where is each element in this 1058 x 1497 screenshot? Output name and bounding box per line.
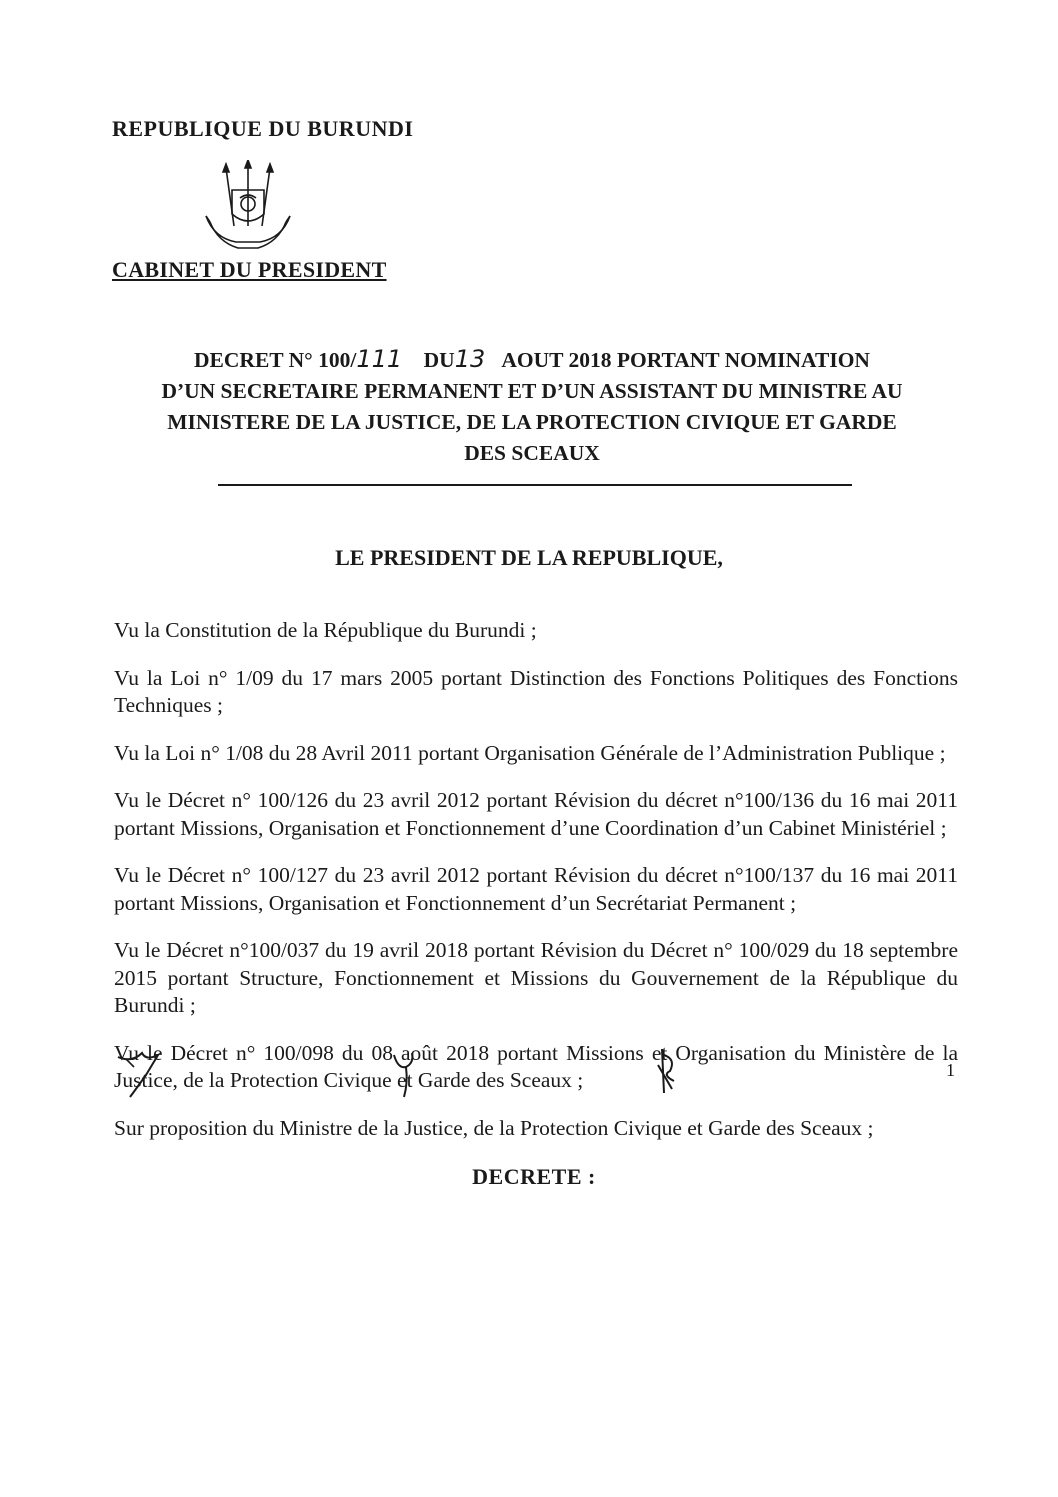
decree-du: DU	[423, 348, 455, 372]
issuer-heading: LE PRESIDENT DE LA REPUBLIQUE,	[335, 545, 723, 570]
decrete-heading: DECRETE :	[472, 1164, 596, 1189]
office-heading: CABINET DU PRESIDENT	[112, 257, 387, 282]
handwritten-initial-mark	[112, 1045, 172, 1101]
decree-title-line-1	[108, 344, 956, 376]
decree-title	[108, 344, 956, 469]
considerant-item: Sur proposition du Ministre de la Justice, de la Protection Civique et Garde des Sceaux ;	[114, 1115, 874, 1140]
decree-number-handwritten: 111	[356, 345, 403, 373]
considerant-item: Vu le Décret n°100/037 du 19 avril 2018 portant Révision du Décret n° 100/029 du 18 septembre 2015 portant Structure, Fonctionnement et Missions du Gouvernement de la République du Burundi ;	[114, 938, 958, 1017]
handwritten-initial-mark	[386, 1045, 426, 1101]
decree-prefix: DECRET N° 100/	[194, 348, 357, 372]
considerant-item: Vu la Constitution de la République du Burundi ;	[114, 618, 537, 642]
considerants-list	[114, 617, 958, 1162]
considerant-item: Vu le Décret n° 100/127 du 23 avril 2012 portant Révision du décret n°100/137 du 16 mai 2011 portant Missions, Organisation et Fonctionnement d’un Secrétariat Permanent ;	[114, 863, 958, 915]
considerant-item: Vu le Décret n° 100/098 du 08 août 2018 portant Missions et Organisation du Ministère de la Justice, de la Protection Civique et Garde des Sceaux ;	[114, 1040, 958, 1092]
decree-title-line-3: MINISTERE DE LA JUSTICE, DE LA PROTECTION CIVIQUE ET GARDE	[167, 410, 897, 434]
decree-title-line-2: D’UN SECRETAIRE PERMANENT ET D’UN ASSISTANT DU MINISTRE AU	[161, 379, 903, 403]
country-heading: REPUBLIQUE DU BURUNDI	[112, 116, 414, 141]
decree-title-line-4: DES SCEAUX	[464, 441, 600, 465]
decree-title-rest: AOUT 2018 PORTANT NOMINATION	[501, 348, 870, 372]
page-number: 1	[946, 1060, 955, 1080]
coat-of-arms-icon	[196, 160, 300, 256]
considerant-item: Vu la Loi n° 1/09 du 17 mars 2005 portant Distinction des Fonctions Politiques des Fonctions Techniques ;	[114, 665, 958, 717]
title-divider	[218, 484, 852, 486]
considerant-item: Vu la Loi n° 1/08 du 28 Avril 2011 portant Organisation Générale de l’Administration Publique ;	[114, 740, 946, 765]
handwritten-initial-mark	[648, 1045, 688, 1101]
decree-day-handwritten: 13	[454, 345, 486, 373]
considerant-item: Vu le Décret n° 100/126 du 23 avril 2012 portant Révision du décret n°100/136 du 16 mai 2011 portant Missions, Organisation et Fonctionnement d’une Coordination d’un Cabinet Ministériel ;	[114, 788, 958, 840]
